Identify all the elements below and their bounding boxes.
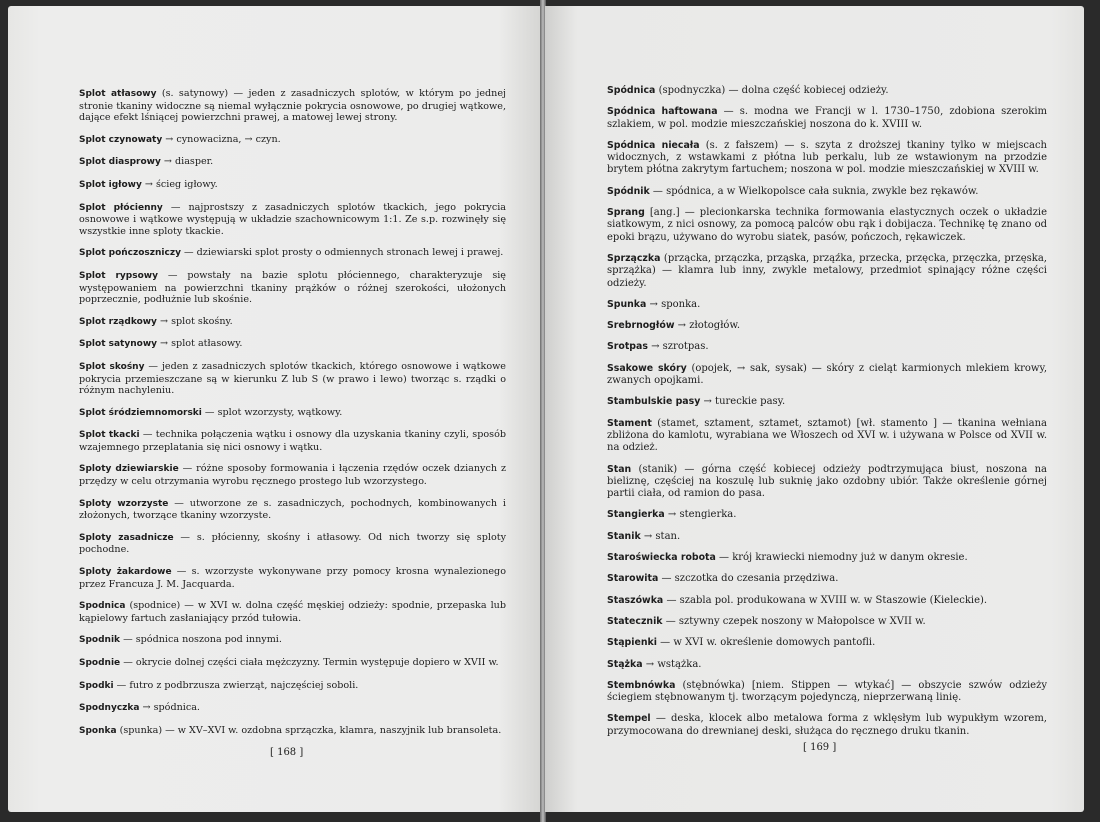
entry-text: → stengierka. [664,509,737,521]
page-number: [ 168 ] [270,747,304,758]
entry-text: (spunka) — w XV–XVI w. ozdobna sprzączka, klamra, naszyjnik lub bransoleta. [116,724,502,736]
entry-term: Stan [607,463,632,475]
entry-text: (stamet, sztament, sztamet, sztamot) [wł. stamento ] — tkanina wełniana zbliżona do kamlotu, wyrabiana we Włoszech od XVI w. i używana w Polsce od XVII w. na odzież. [607,417,1047,454]
entry-term: Spodnie [79,658,121,668]
entry [607,680,1047,705]
entry [79,725,506,738]
entry-term: Spodnyczka [79,703,140,714]
entry-term: Splot płócienny [79,202,163,213]
entry-term: Spodki [79,680,114,691]
entry [79,680,506,693]
entry-text: (stanik) — górna część kobiecej odzieży podtrzymująca biust, noszona na bieliznę, częściej na koszulę lub suknię jako ozdobny ubiór. Także określenie górnej partii ciała, od ramion do pasa. [607,463,1047,500]
entry [607,341,1047,353]
entry [79,338,506,351]
left-column [79,88,506,737]
entry [79,702,506,715]
entry [79,270,506,306]
entry-text: — dziewiarski splot prosty o odmiennych stronach lewej i prawej. [180,247,504,259]
entry-term: Starowita [607,573,659,585]
entry-text: — spódnica, a w Wielkopolsce cała suknia, zwykle bez rękawów. [649,185,979,197]
entry-term: Stembnówka [607,679,676,691]
entry [79,179,506,192]
entry-term: Splot tkacki [79,430,140,441]
entry-text: (spodnyczka) — dolna część kobiecej odzieży. [655,85,889,96]
page-number: [ 169 ] [803,742,837,753]
entry-term: Ssakowe skóry [607,362,687,374]
entry-term: Sploty żakardowe [79,567,172,578]
entry-text: → stan. [640,530,681,542]
entry [607,85,1047,97]
entry [79,247,506,260]
entry [607,106,1047,131]
entry-term: Splot pończoszniczy [79,248,181,259]
entry-text: — w XVI w. określenie domowych pantofli. [656,637,876,649]
entry-text: (przącka, przączka, prząska, prząźka, przecka, przęcka, przęczka, przęska, sprzążka) — klamra lub inny, zwykle metalowy, przedmiot spinający różne części odzieży. [607,252,1047,289]
entry [607,659,1047,671]
entry-term: Stempel [607,713,651,725]
entry-term: Stambulskie pasy [607,396,701,408]
entry [607,531,1047,543]
entry-term: Sponka [79,725,117,736]
entry-text: — krój krawiecki niemodny już w danym okresie. [715,552,968,564]
entry-text: → złotogłów. [674,320,741,332]
entry-text: — jeden z zasadniczych splotów tkackich, którego osnowowe i wątkowe pokrycia przemieszczane są w kierunku Z lub S (w prawo i lewo) tworząc s. rządki o różnym nachyleniu. [79,360,506,397]
entry-term: Statecznik [607,615,663,627]
entry [607,464,1047,501]
entry [79,88,506,124]
entry-text: → szrotpas. [647,341,709,353]
entry-term: Staroświecka robota [607,552,716,564]
entry-text: → ścieg igłowy. [141,178,218,190]
entry-text: → spódnica. [139,702,200,714]
entry-term: Stanik [607,530,641,542]
entry-text: — s. modna we Francji w l. 1730–1750, zdobiona szerokim szlakiem, w pol. modzie mieszczańskiej noszona do k. XVIII w. [607,106,1047,130]
entry-text: — splot wzorzysty, wątkowy. [201,406,343,418]
entry-text: (spodnice) — w XVI w. dolna część męskiej odzieży: spodnie, przepaska lub kąpielowy fartuch zasłaniający przód tułowia. [79,600,506,624]
entry-text: (opojek, → sak, sysak) — skóry z cieląt karmionych mlekiem krowy, zwanych opojkami. [607,362,1047,387]
entry-term: Spodnica [79,601,126,612]
entry-term: Splot atłasowy [79,89,157,99]
right-page [545,6,1084,812]
entry-text: — utworzone ze s. zasadniczych, pochodnych, kombinowanych i złożonych, tworzące tkaniny wzorzyste. [79,497,506,522]
entry-term: Srebrnogłów [607,320,675,332]
entry-term: Splot satynowy [79,339,157,350]
entry-text: — najprostszy z zasadniczych splotów tkackich, jego pokrycia osnowowe i wątkowe występują w układzie szachownicowym 1:1. Ze s.p. rozwinęły się wszystkie inne sploty tkackie. [79,201,506,237]
entry-text: — spódnica noszona pod innymi. [120,634,282,646]
entry-text: (s. z fałszem) — s. szyta z droższej tkaniny tylko w miejscach widocznych, z wstawkami z płótna lub perkalu, lub ze wstawionym na przodzie brytem płótna zakrytym fartuchem; noszona w pol. modzie mieszczańskiej w XVIII w. [607,139,1047,176]
entry-text: → sponka. [646,298,701,310]
entry [607,320,1047,332]
entry [607,637,1047,649]
entry-term: Stążka [607,658,643,670]
entry [607,616,1047,628]
entry-text: (s. satynowy) — jeden z zasadniczych splotów, w którym po jednej stronie tkaniny widoczne są niemal wyłącznie pokrycia osnowowe, po drugiej wątkowe, dające efekt lśniącej powierzchni prawej, a matowej lewej strony. [79,88,506,124]
left-page [8,6,541,812]
entry [607,595,1047,607]
entry-term: Stąpienki [607,637,657,649]
entry [607,207,1047,244]
entry-text: — szabla pol. produkowana w XVIII w. w Staszowie (Kieleckie). [663,594,988,606]
entry-text: — okrycie dolnej części ciała mężczyzny. Termin występuje dopiero w XVII w. [120,657,499,668]
entry-term: Stangierka [607,509,665,521]
right-column [607,85,1047,738]
entry-term: Spódnica niecała [607,139,700,151]
entry-text: — powstały na bazie splotu płóciennego, charakteryzuje się występowaniem na powierzchni tkaniny prążków o różnej szerokości, ułożonych poprzecznie, podłużnie lub skośnie. [79,269,506,306]
entry-term: Splot śródziemnomorski [79,407,202,418]
entry-term: Sploty zasadnicze [79,532,174,543]
entry-text: — szczotka do czesania przędziwa. [658,573,839,585]
entry [79,532,506,556]
entry-text: → splot skośny. [156,315,233,327]
entry-term: Splot diasprowy [79,157,161,168]
entry-text: → splot atłasowy. [157,338,243,350]
entry-term: Srotpas [607,341,648,353]
entry [79,463,506,487]
entry-text: — technika połączenia wątku i osnowy dla uzyskania tkaniny czyli, sposób wzajemnego przeplatania się nici osnowy i wątku. [79,429,506,453]
entry-text: → diasper. [160,156,214,168]
entry [607,363,1047,388]
entry-term: Spódnica haftowana [607,106,718,118]
entry [79,566,506,590]
entry-term: Spodnik [79,635,121,646]
entry [607,396,1047,408]
entry-term: Spódnik [607,185,650,197]
entry [79,600,506,624]
entry [79,156,506,169]
entry-text: (stębnówka) [niem. Stippen — wtykać] — obszycie szwów odzieży ściegiem stębnowanym tj. tworzącym pojedynczą, nieprzerwaną linię. [607,679,1047,704]
entry-term: Splot skośny [79,361,145,372]
entry-term: Splot igłowy [79,179,142,190]
entry-term: Spunka [607,298,647,310]
entry [607,573,1047,585]
entry-text: — deska, klocek albo metalowa forma z wklęsłym lub wypukłym wzorem, przymocowana do drewnianej deski, służąca do ręcznego druku tkanin. [607,713,1047,737]
entry [79,134,506,147]
entry [607,418,1047,455]
entry-text: [ang.] — plecionkarska technika formowania elastycznych oczek o układzie siatkowym, z nici osnowy, za pomocą palców obu rąk i dobijacza. Technikę tę znano od epoki brązu, używano do wyrobu siatek, pasów, pończoch, rękawiczek. [607,207,1047,243]
entry-term: Spódnica [607,85,656,96]
entry [607,140,1047,177]
entry-text: → cynowacizna, → czyn. [162,133,281,145]
entry-term: Splot czynowaty [79,134,163,145]
entry-text: — s. płócienny, skośny i atłasowy. Od nich tworzy się sploty pochodne. [79,531,506,556]
entry-text: — futro z podbrzusza zwierząt, najczęściej soboli. [113,679,359,691]
entry [79,429,506,453]
entry-term: Sprang [607,207,645,219]
entry-term: Sploty dziewiarskie [79,464,179,475]
entry-text: — s. wzorzyste wykonywane przy pomocy krosna wynalezionego przez Francuza J. M. Jacquarda. [79,566,506,590]
entry [79,202,506,238]
entry [607,552,1047,564]
entry-term: Splot rządkowy [79,316,157,327]
entry [607,509,1047,521]
entry-term: Stament [607,417,652,429]
entry [607,713,1047,738]
entry-text: — różne sposoby formowania i łączenia rzędów oczek dzianych z przędzy w celu otrzymania wyrobu ręcznego prostego lub wzorzystego. [79,463,507,488]
entry-term: Staszówka [607,594,664,606]
entry [607,253,1047,290]
entry-text: → tureckie pasy. [700,396,786,408]
entry [607,299,1047,311]
entry [79,634,506,647]
entry [607,186,1047,198]
entry [79,361,506,397]
entry-text: — sztywny czepek noszony w Małopolsce w XVII w. [662,615,926,627]
entry [79,498,506,522]
entry-text: → wstążka. [642,658,702,670]
entry-term: Sprzączka [607,252,661,264]
entry [79,316,506,329]
entry [79,407,506,420]
entry [79,657,506,670]
entry-term: Sploty wzorzyste [79,498,169,509]
entry-term: Splot rypsowy [79,270,158,281]
